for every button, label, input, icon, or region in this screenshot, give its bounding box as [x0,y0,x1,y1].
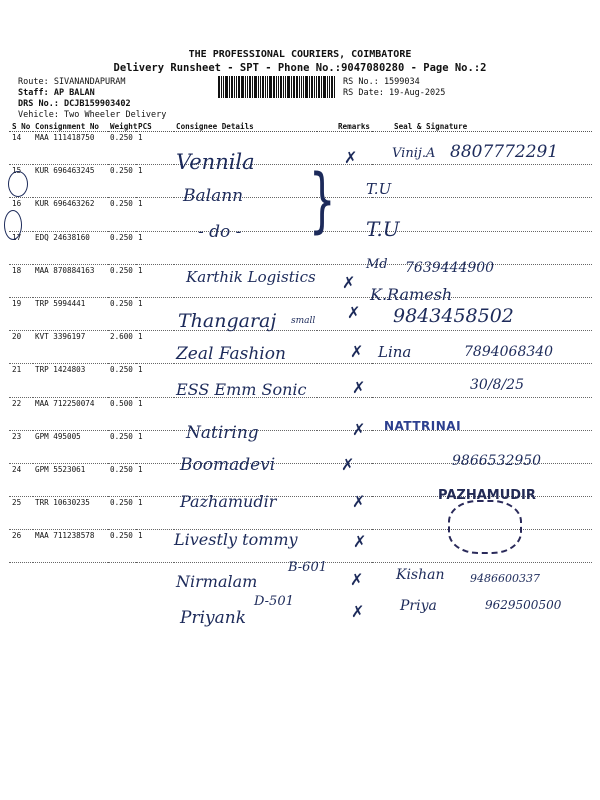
barcode-bar [267,76,268,98]
row-seal [372,165,592,198]
signature: Lina [378,343,412,361]
barcode-bar [238,76,240,98]
barcode-bar [218,76,220,98]
row-pcs: 1 [136,497,174,530]
barcode-bar [223,76,224,98]
signature-phone: 9629500500 [485,598,562,612]
barcode-bar [258,76,259,98]
barcode-bar [296,76,298,98]
handwritten-consignee: Thangaraj [178,310,277,332]
cross-mark: ✗ [350,342,364,361]
barcode-bar [301,76,302,98]
cross-mark: ✗ [352,420,366,439]
row-pcs: 1 [136,530,174,563]
table-row [9,397,592,430]
company-title: THE PROFESSIONAL COURIERS, COIMBATORE [188,49,412,60]
signature-phone: 9486600337 [470,572,540,585]
drs-number: DRS No.: DCJB159903402 [18,99,131,109]
handwritten-consignee: Pazhamudir [180,492,277,511]
row-consignment: MAA 870884163 [33,264,108,297]
barcode-bar [245,76,246,98]
row-sno: 23 [9,430,33,463]
row-weight: 0.250 [108,530,136,563]
barcode-bar [293,76,295,98]
table-header-row [9,121,592,132]
handwritten-consignee: Nirmalam [176,572,258,591]
row-weight: 0.250 [108,165,136,198]
barcode-bar [221,76,222,98]
barcode-bar [291,76,292,98]
row-consignment: KVT 3396197 [33,331,108,364]
row-consignment: KUR 696463262 [33,198,108,231]
cross-mark: ✗ [353,532,367,551]
row-pcs: 1 [136,198,174,231]
signature-phone: 9843458502 [393,305,514,327]
handwritten-consignee: Zeal Fashion [176,344,286,364]
row-sno: 24 [9,463,33,496]
rs-date: RS Date: 19-Aug-2025 [343,88,446,98]
cross-mark: ✗ [342,273,356,292]
row-pcs: 1 [136,264,174,297]
barcode-bar [234,76,235,98]
row-pcs: 1 [136,364,174,397]
row-consignment: GPM 495005 [33,430,108,463]
pazhamudir-stamp: PAZHAMUDIR [438,488,536,503]
cross-mark: ✗ [352,492,366,511]
col-consignee: Consignee Details [174,121,317,132]
row-weight: 0.250 [108,497,136,530]
row-sno: 22 [9,397,33,430]
row-weight: 0.250 [108,297,136,330]
circle-mark [8,171,28,197]
barcode-bar [225,76,228,98]
vehicle-label: Vehicle: Two Wheeler Delivery [18,110,167,120]
handwritten-consignee: Balann [183,186,244,206]
barcode-bar [231,76,233,98]
route-label: Route: SIVANANDAPURAM [18,77,126,87]
row-consignment: TRP 1424803 [33,364,108,397]
signature-phone: 9866532950 [452,453,542,469]
cross-mark: ✗ [352,378,366,397]
handwritten-consignee: - do - [198,222,242,242]
row-sno: 19 [9,297,33,330]
handwritten-consignee: Boomadevi [180,455,276,475]
signature: Md [366,257,388,272]
row-consignment: TRP 5994441 [33,297,108,330]
seal-ring [448,500,522,554]
signature-phone: 7894068340 [464,344,554,360]
handwritten-consignee: Karthik Logistics [186,268,316,286]
barcode-bar [314,76,315,98]
staff-label: Staff: AP BALAN [18,88,95,98]
handwritten-consignee: ESS Emm Sonic [176,380,307,399]
signature: T.U [366,217,400,241]
col-remarks: Remarks [317,121,372,132]
signature: Vinij.A [392,146,436,161]
cross-mark: ✗ [344,148,358,167]
cross-mark: ✗ [350,570,364,589]
barcode-bar [273,76,275,98]
barcode-bar [321,76,322,98]
cross-mark: ✗ [351,602,365,621]
barcode-bar [323,76,326,98]
barcode-bar [334,76,335,98]
row-pcs: 1 [136,165,174,198]
barcode-bar [260,76,261,98]
handwritten-consignee: Livestly tommy [174,530,298,549]
row-consignment: KUR 696463245 [33,165,108,198]
row-sno: 26 [9,530,33,563]
col-weight: Weight [110,121,138,131]
barcode-bar [285,76,286,98]
row-weight: 0.250 [108,430,136,463]
row-pcs: 1 [136,231,174,264]
barcode-bar [236,76,237,98]
barcode-bar [316,76,317,98]
barcode-bar [309,76,310,98]
barcode [218,76,338,98]
row-pcs: 1 [136,297,174,330]
barcode-bar [329,76,330,98]
nattrinai-stamp: NATTRINAI [384,419,462,433]
barcode-bar [305,76,308,98]
row-consignment: EDQ 24638160 [33,231,108,264]
row-seal [372,198,592,231]
row-pcs: 1 [136,132,174,165]
row-remarks [317,331,372,364]
barcode-bar [283,76,284,98]
table-row [9,231,592,264]
signature: Priya [400,598,437,614]
row-sno: 15 [9,165,33,198]
row-sno: 16 [9,198,33,231]
table-row [9,198,592,231]
row-weight: 2.600 [108,331,136,364]
col-seal: Seal & Signature [372,121,592,132]
rs-number: RS No.: 1599034 [343,77,420,87]
barcode-bar [276,76,277,98]
barcode-bar [287,76,290,98]
row-weight: 0.250 [108,463,136,496]
barcode-bar [327,76,328,98]
row-consignment: GPM 5523061 [33,463,108,496]
row-weight: 0.250 [108,198,136,231]
barcode-bar [278,76,279,98]
row-weight: 0.250 [108,364,136,397]
col-pcs: PCS [136,121,174,132]
signature: K.Ramesh [370,285,453,304]
signature-phone: 8807772291 [450,142,559,162]
row-sno: 17 [9,231,33,264]
col-sno: S No [9,121,33,132]
row-consignment: MAA 711238578 [33,530,108,563]
row-pcs: 1 [136,397,174,430]
barcode-bar [229,76,230,98]
barcode-bar [303,76,304,98]
row-weight: 0.250 [108,231,136,264]
barcode-bar [254,76,257,98]
circle-mark [4,210,22,240]
barcode-bar [280,76,282,98]
row-sno: 25 [9,497,33,530]
row-pcs: 1 [136,331,174,364]
row-sno: 20 [9,331,33,364]
barcode-bar [247,76,248,98]
handwritten-consignee: Vennila [176,150,255,174]
barcode-bar [269,76,272,98]
handwritten-note: D-501 [254,594,294,609]
signature: T.U [366,180,392,198]
barcode-bar [318,76,320,98]
row-consignment: MAA 111418750 [33,132,108,165]
handwritten-consignee: Natiring [186,423,259,443]
row-weight: 0.500 [108,397,136,430]
barcode-bar [252,76,253,98]
table-row [9,165,592,198]
row-pcs: 1 [136,430,174,463]
row-weight: 0.250 [108,264,136,297]
runsheet-subtitle: Delivery Runsheet - SPT - Phone No.:9047080280 - Page No.:2 [113,62,487,74]
row-sno: 21 [9,364,33,397]
row-remarks [317,297,372,330]
handwritten-consignee: Priyank [180,608,246,628]
barcode-bar [262,76,264,98]
row-consignment: TRR 10630235 [33,497,108,530]
row-consignment: MAA 712250074 [33,397,108,430]
signature-phone: 7639444900 [405,260,495,276]
brace-mark: } [308,159,336,241]
barcode-bar [249,76,251,98]
handwritten-note: small [291,316,316,326]
barcode-bar [331,76,333,98]
row-sno: 18 [9,264,33,297]
barcode-bar [311,76,313,98]
handwritten-note: B-601 [288,560,327,575]
barcode-bar [265,76,266,98]
row-consignee [174,231,317,264]
barcode-bar [299,76,300,98]
signature-date: 30/8/25 [470,377,524,393]
row-sno: 14 [9,132,33,165]
cross-mark: ✗ [341,455,355,474]
row-pcs: 1 [136,463,174,496]
signature: Kishan [396,567,445,583]
row-weight: 0.250 [108,132,136,165]
col-consignment: Consignment No [33,121,108,132]
cross-mark: ✗ [347,303,361,322]
barcode-bar [241,76,244,98]
